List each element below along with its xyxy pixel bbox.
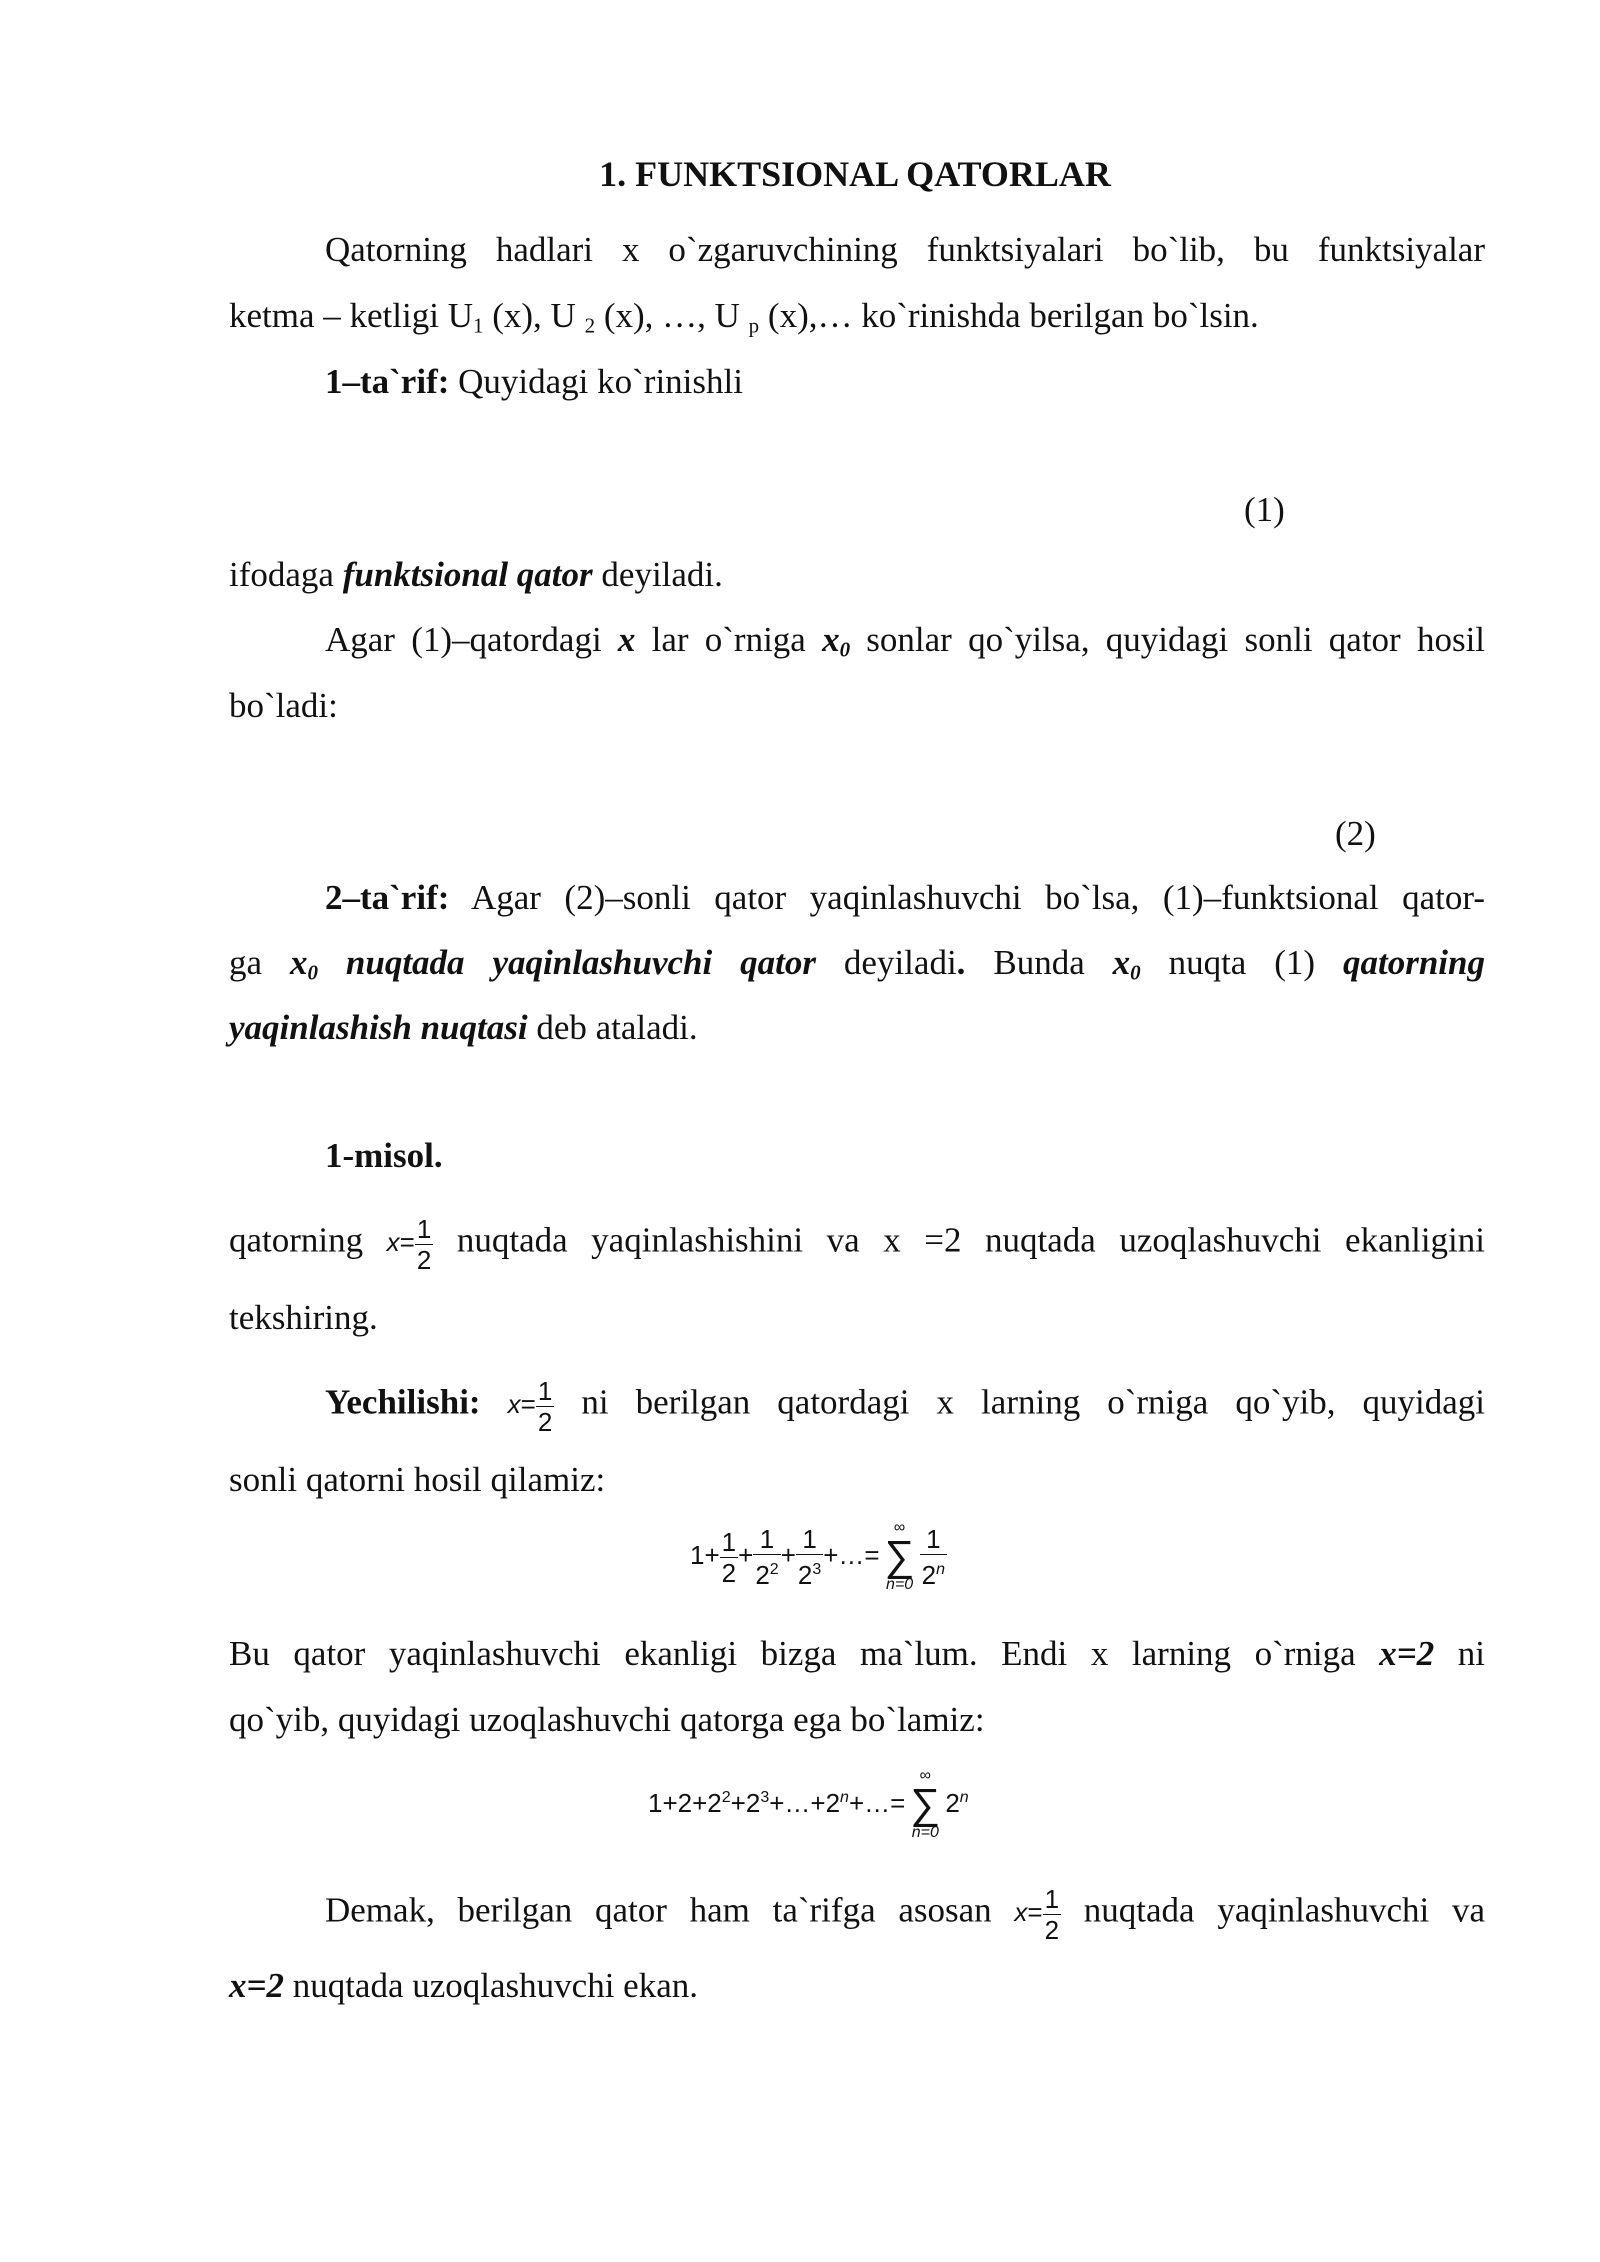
paragraph-funktsional-qator: ifodaga funktsional qator deyiladi. xyxy=(229,555,723,594)
formula-geometric-series: 1+ $\frac{1}{2}$ + $\frac{1}{2^2}$ + $\frac{1}{2^3}$ +…= ∞ ∑ n=0 $\frac{1}{2^n}$ xyxy=(690,1519,945,1593)
paragraph-bu-qator-line1: Bu qator yaqinlashuvchi ekanligi bizga ma`lum. Endi x larning o`rniga x=2 ni xyxy=(229,1634,1485,1673)
paragraph-agar-line2: bo`ladi: xyxy=(229,686,338,725)
equation-number-1: (1) xyxy=(1244,490,1285,529)
definition-label: 1–ta`rif: xyxy=(325,362,450,401)
conclusion-line2: x=2 nuqtada uzoqlashuvchi ekan. xyxy=(229,1966,698,2005)
conclusion-line1: Demak, berilgan qator ham ta`rifga asosan x= $\frac{1}{2}$ nuqtada yaqinlashuvchi va xyxy=(325,1884,1485,1945)
example-line1: qatorning x= $\frac{1}{2}$ nuqtada yaqinlashishini va x =2 nuqtada uzoqlashuvchi ekanligini xyxy=(229,1214,1485,1275)
paragraph-intro-line1: Qatorning hadlari x o`zgaruvchining funktsiyalari bo`lib, bu funktsiyalar xyxy=(325,230,1485,269)
solution-line1: Yechilishi: x= $\frac{1}{2}$ ni berilgan qatordagi x larning o`rniga qo`yib, quyidagi xyxy=(325,1376,1486,1437)
paragraph-intro-line2: ketma – ketligi $U_1$ (x), U $_2$ (x), …, U $_p$ (x),… ko`rinishda berilgan bo`lsin. xyxy=(229,296,1259,338)
definition-1: 1–ta`rif: Quyidagi ko`rinishli xyxy=(325,362,743,401)
math-x-equals-half: x= $\frac{1}{2}$ xyxy=(507,1376,553,1437)
definition-2-line1: 2–ta`rif: Agar (2)–sonli qator yaqinlashuvchi bo`lsa, (1)–funktsional qator- xyxy=(325,878,1485,917)
math-x-equals-half: x= $\frac{1}{2}$ xyxy=(386,1214,432,1275)
definition-label: 2–ta`rif: xyxy=(325,878,450,917)
formula-divergent-series: $1+2+2^2+2^3+\dots+2^n+\dots=$ ∞ ∑ n=0 2$^n$ xyxy=(648,1767,969,1841)
example-label: 1-misol. xyxy=(325,1136,443,1175)
definition-2-line2: ga $x_0$ nuqtada yaqinlashuvchi qator deyiladi. Bunda $x_0$ nuqta (1) qatorning xyxy=(229,943,1485,985)
paragraph-bu-qator-line2: qo`yib, quyidagi uzoqlashuvchi qatorga ega bo`lamiz: xyxy=(229,1700,985,1739)
sigma-sum: ∞ ∑ n=0 xyxy=(910,1767,941,1841)
solution-label: Yechilishi: xyxy=(325,1382,481,1422)
page-title: 1. FUNKTSIONAL QATORLAR xyxy=(599,154,1111,194)
paragraph-agar-line1: Agar (1)–qatordagi x lar o`rniga $x_0$ sonlar qo`yilsa, quyidagi sonli qator hosil xyxy=(325,620,1486,662)
equation-number-2: (2) xyxy=(1335,814,1376,853)
term-funktsional-qator: funktsional qator xyxy=(342,555,593,594)
example-line2: tekshiring. xyxy=(229,1298,378,1337)
solution-line2: sonli qatorni hosil qilamiz: xyxy=(229,1460,606,1499)
sigma-sum: ∞ ∑ n=0 xyxy=(884,1519,915,1593)
definition-2-line3: yaqinlashish nuqtasi deb ataladi. xyxy=(229,1008,698,1047)
math-x-equals-half: x= $\frac{1}{2}$ xyxy=(1014,1884,1060,1945)
